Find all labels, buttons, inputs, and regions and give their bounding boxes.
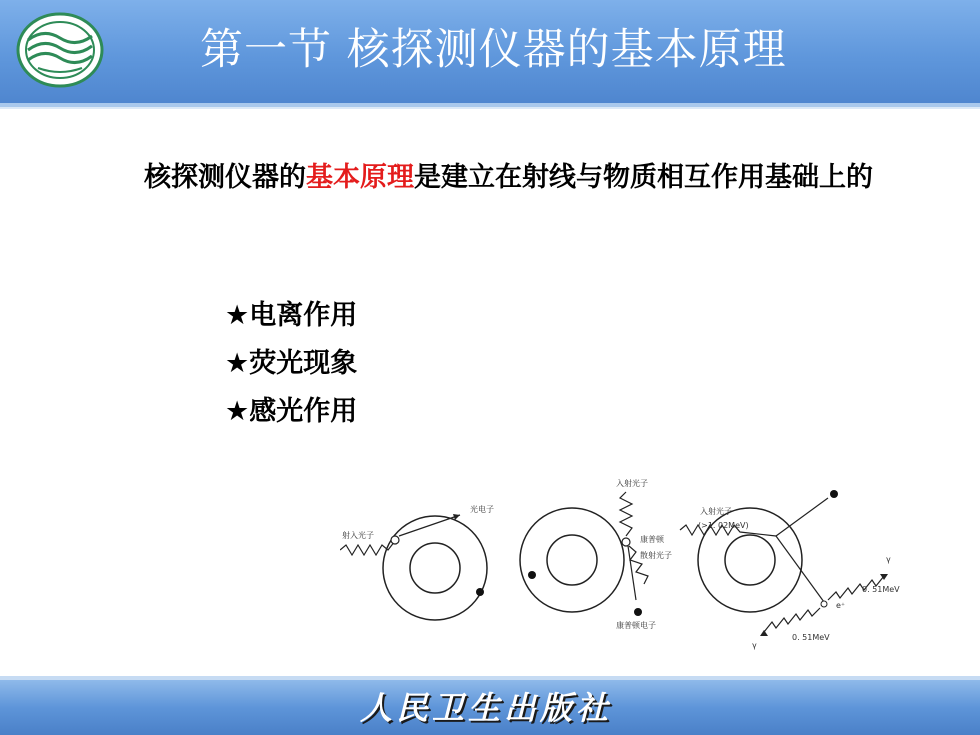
bullet-list <box>225 292 357 436</box>
compton-scattered-label-a: 康普顿 <box>640 535 664 544</box>
publisher-logo-icon <box>14 10 106 90</box>
bullet-ionization: ★电离作用 <box>225 300 358 331</box>
bullet-photosensitivity: ★感光作用 <box>225 396 358 427</box>
gamma-bottom-energy: 0. 51MeV <box>792 633 830 642</box>
intro-text-end: 是建立在射线与物质相互作用基础上的 <box>414 162 873 193</box>
gamma-top-label: γ <box>886 555 891 564</box>
gamma-top-energy: 0. 51MeV <box>862 585 900 594</box>
compton-scattered-label-b: 散射光子 <box>640 551 672 560</box>
publisher-name: 人民卫生出版社 <box>360 689 613 727</box>
photoelectron-label: 光电子 <box>470 505 494 514</box>
positron-label: e⁺ <box>836 601 846 610</box>
pair-incident-label: 入射光子 <box>700 507 732 516</box>
compton-electron <box>634 608 642 616</box>
gamma-bottom-label: γ <box>752 641 757 650</box>
bound-electron <box>476 588 484 596</box>
ejected-electron-origin <box>391 536 399 544</box>
compton-electron-label: 康普顿电子 <box>616 621 656 630</box>
intro-highlight: 基本原理 <box>306 162 414 193</box>
bound-electron <box>528 571 536 579</box>
page-title: 第一节 核探测仪器的基本原理 <box>200 25 787 75</box>
emitted-electron <box>830 490 838 498</box>
bullet-fluorescence: ★荧光现象 <box>225 348 358 379</box>
compton-incident-label: 入射光子 <box>616 479 648 488</box>
intro-paragraph <box>96 160 916 196</box>
photoelectric-incident-label: 射入光子 <box>342 531 374 540</box>
annihilation-point <box>821 601 827 607</box>
pair-energy-requirement: (>1. 02MeV) <box>698 521 749 530</box>
header-divider-light <box>0 107 980 109</box>
interaction-diagram <box>340 470 910 660</box>
scatter-point <box>622 538 630 546</box>
intro-text-start: 核探测仪器的 <box>144 162 306 193</box>
